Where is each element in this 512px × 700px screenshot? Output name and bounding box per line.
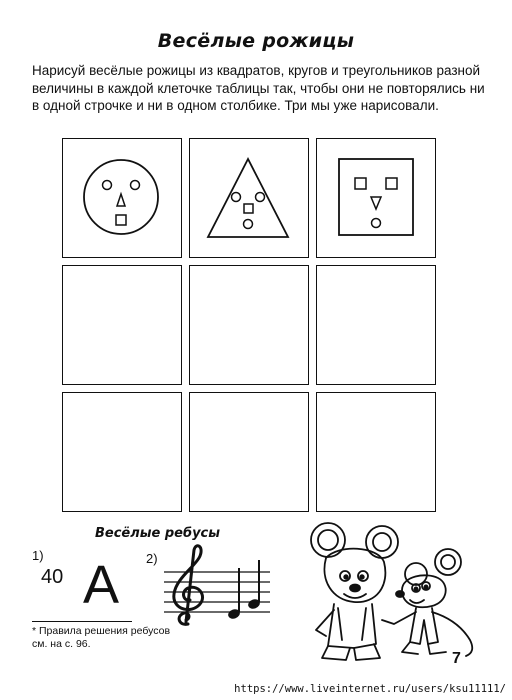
grid-cell-2-1 [62,265,182,385]
source-url[interactable]: https://www.liveinternet.ru/users/ksu11111/ [234,683,506,695]
rebus-2-number: 2) [146,551,158,566]
circle-face-icon [63,139,183,259]
grid-cell-2-2 [189,265,309,385]
mice-illustration-icon [298,520,488,670]
rebus-1-prefix: 40 [41,566,64,588]
treble-clef-notes-icon [158,542,278,632]
grid-cell-1-1 [62,138,182,258]
grid-cell-3-3 [316,392,436,512]
instruction-text: Нарисуй весёлые рожицы из квадратов, кругов и треугольников разной величины в каждой клеточке таблицы так, чтобы они не повторялись ни в одной строчке и ни в одном столбике. Три мы уже нарисовали. [32,63,485,113]
page-number: 7 [452,650,461,667]
square-face-icon [317,139,437,259]
footnote-text: * Правила решения ребусов см. на с. 96. [32,625,171,650]
grid-cell-1-2 [189,138,309,258]
grid-cell-2-3 [316,265,436,385]
grid-cell-1-3 [316,138,436,258]
rebus-heading: Весёлые ребусы [95,526,221,541]
rebus-1-letter: А [83,555,120,615]
page-title: Весёлые рожицы [157,30,355,52]
rebus-1-number: 1) [32,548,44,563]
footnote-divider [32,621,132,622]
grid-cell-3-2 [189,392,309,512]
grid-cell-3-1 [62,392,182,512]
triangle-face-icon [190,139,310,259]
